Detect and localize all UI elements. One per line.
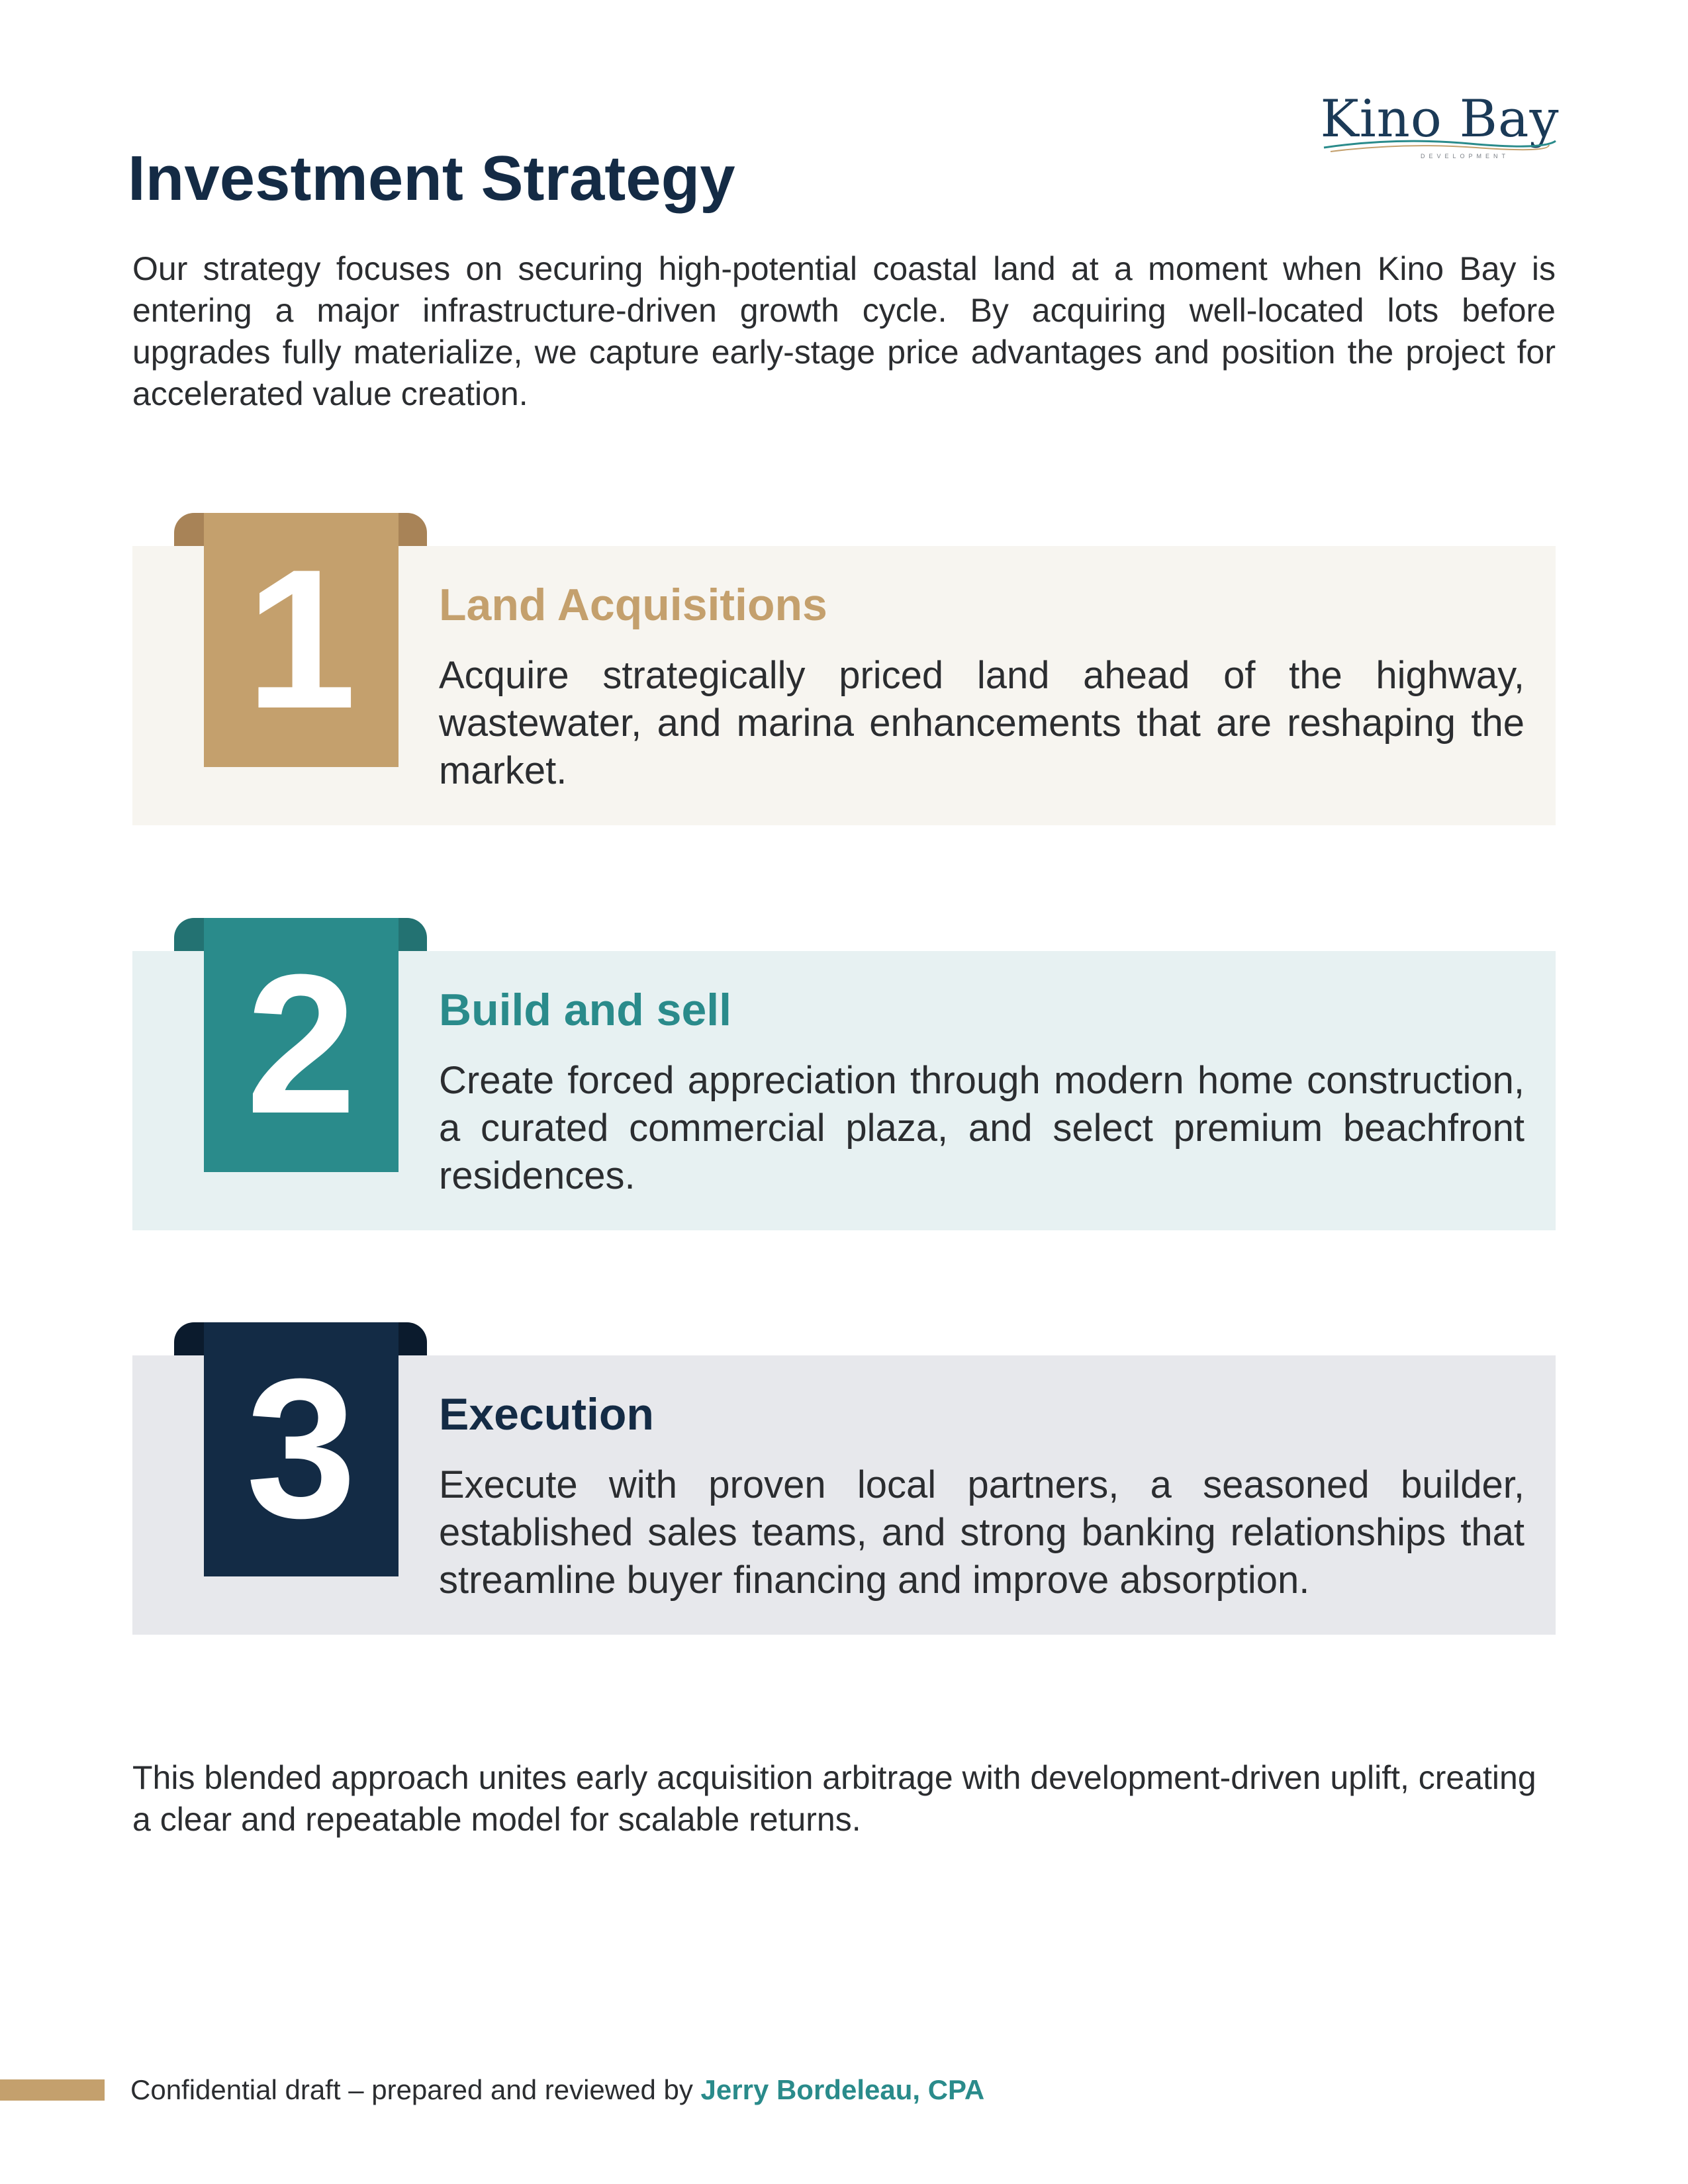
step-number-1: 1 (246, 527, 357, 750)
company-logo (1317, 89, 1562, 162)
step-number-badge-2 (204, 918, 399, 1172)
page-title: Investment Strategy (128, 143, 735, 214)
step-number-badge-3 (204, 1322, 399, 1576)
closing-paragraph: This blended approach unites early acquisition arbitrage with development-driven uplift, creating a clear and repeatable model for scalable returns. (132, 1759, 1536, 1838)
step-title-3: Execution (439, 1389, 654, 1439)
step-title-2: Build and sell (439, 985, 732, 1035)
step-body-3: Execute with proven local partners, a seasoned builder, established sales teams, and strong banking relationships that streamline buyer financing and improve absorption. (439, 1463, 1524, 1602)
logo-subtitle: DEVELOPMENT (1420, 153, 1509, 159)
footer-author: Jerry Bordeleau, CPA (700, 2074, 985, 2105)
step-title-1: Land Acquisitions (439, 580, 827, 630)
step-body-1: Acquire strategically priced land ahead of the highway, wastewater, and marina enhancements that are reshaping the market. (439, 654, 1524, 792)
intro-paragraph: Our strategy focuses on securing high-potential coastal land at a moment when Kino Bay is entering a major infrastructure-driven growth cycle. By acquiring well-located lots before upgrades fully materialize, we capture early-stage price advantages and position the project for accelerated value creation. (132, 250, 1556, 412)
footer (130, 2070, 984, 2110)
step-number-2: 2 (246, 933, 357, 1155)
step-number-3: 3 (246, 1337, 357, 1559)
footer-accent-bar (0, 2079, 105, 2101)
logo-name: Kino Bay (1320, 89, 1560, 149)
footer-text: Confidential draft – prepared and reviewed by (130, 2074, 701, 2105)
step-number-badge-1 (204, 513, 399, 767)
step-body-2: Create forced appreciation through modern home construction, a curated commercial plaza, and select premium beachfront residences. (439, 1059, 1524, 1197)
